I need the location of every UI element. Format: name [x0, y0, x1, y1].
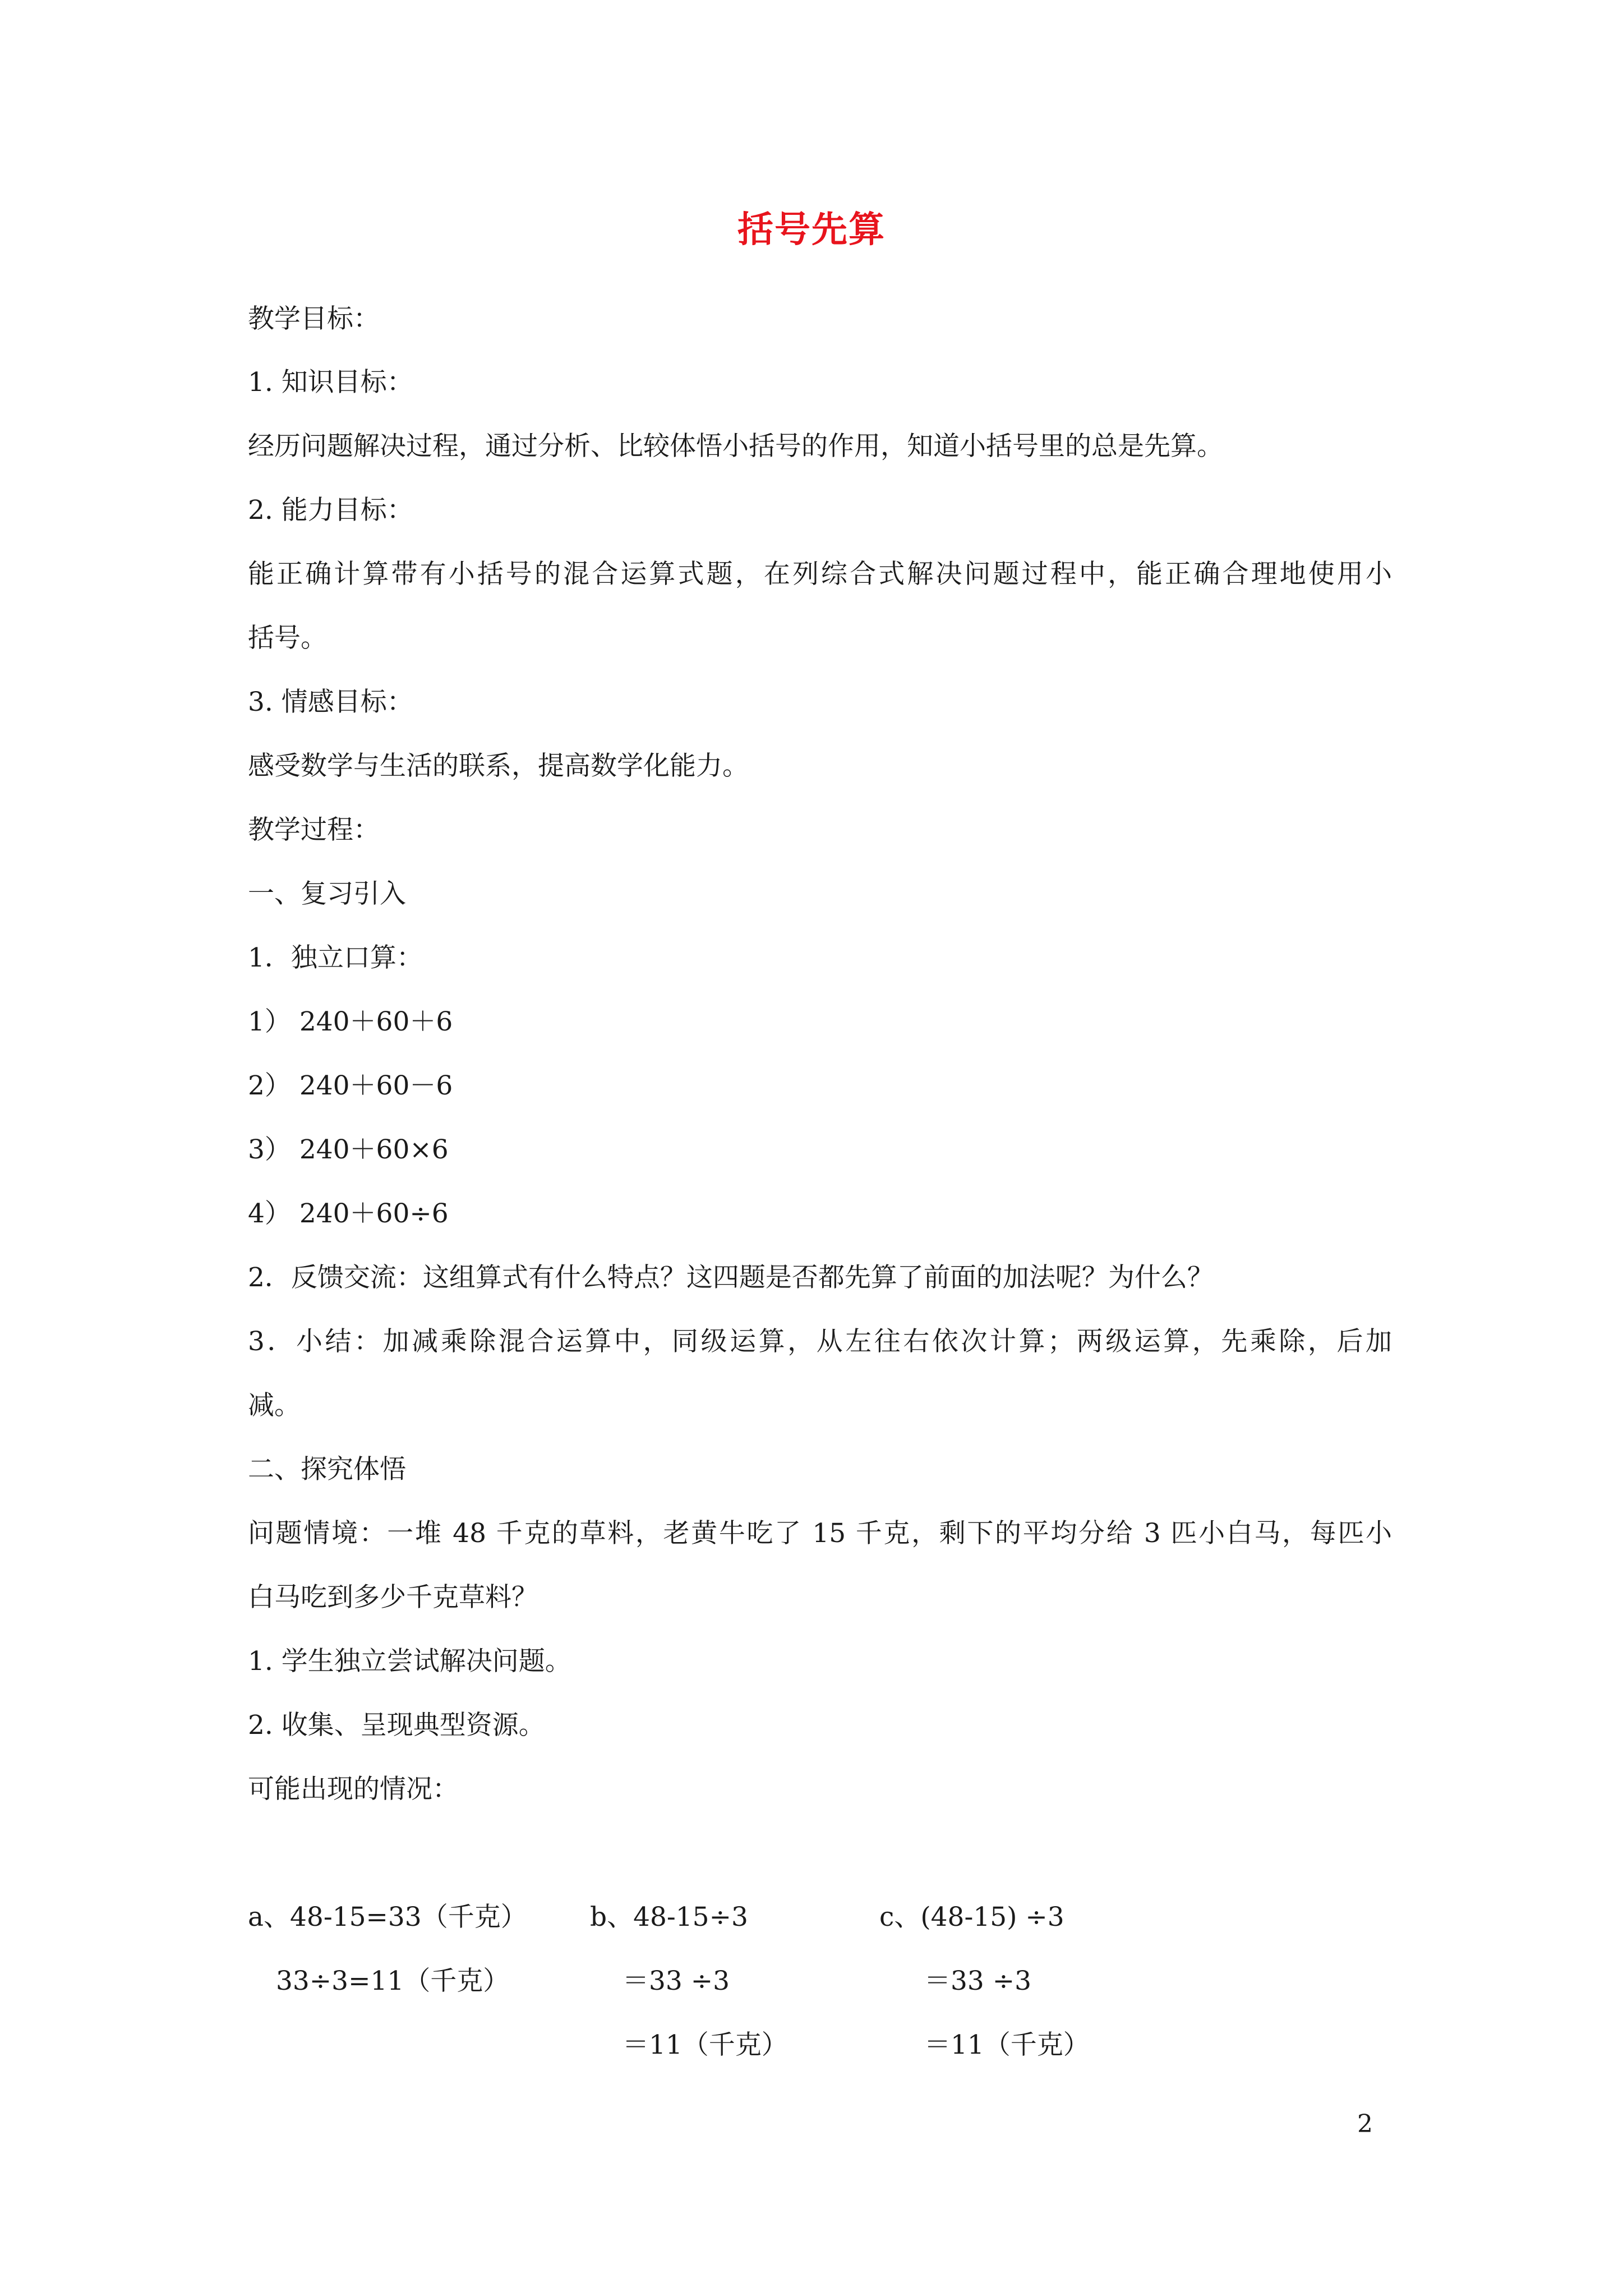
section2-heading: 二、探究体悟	[248, 1454, 406, 1485]
step2-text: 2. 收集、呈现典型资源。	[248, 1710, 545, 1741]
oral-heading: 1．独立口算：	[248, 942, 423, 973]
solution-c-line3: ＝11（千克）	[924, 2030, 1090, 2060]
oral-item-2: 2） 240＋60－6	[248, 1070, 453, 1101]
page-number: 2	[1357, 2110, 1373, 2138]
solution-b-line2: ＝33 ÷3	[623, 1966, 730, 1996]
step1-text: 1. 学生独立尝试解决问题。	[248, 1646, 571, 1677]
goal3-text: 感受数学与生活的联系，提高数学化能力。	[248, 751, 749, 781]
oral-item-4: 4） 240＋60÷6	[248, 1198, 449, 1229]
problem-line1: 问题情境：一堆 48 千克的草料，老黄牛吃了 15 千克，剩下的平均分给 3 匹小白马，每匹小	[248, 1518, 1392, 1549]
goal2-text-line2: 括号。	[248, 623, 327, 654]
goal1-text: 经历问题解决过程，通过分析、比较体悟小括号的作用，知道小括号里的总是先算。	[248, 431, 1223, 462]
solution-c-line1: c、(48-15) ÷3	[879, 1902, 1064, 1932]
solution-b-line1: b、48-15÷3	[590, 1902, 748, 1932]
goal2-heading: 2. 能力目标：	[248, 495, 413, 526]
possible-heading: 可能出现的情况：	[248, 1774, 459, 1805]
oral-item-1: 1） 240＋60＋6	[248, 1006, 453, 1037]
section1-heading: 一、复习引入	[248, 878, 406, 909]
solution-b-line3: ＝11（千克）	[623, 2030, 788, 2060]
oral-item-3: 3） 240＋60×6	[248, 1134, 449, 1165]
summary-line1: 3．小结：加减乘除混合运算中，同级运算，从左往右依次计算；两级运算，先乘除，后加	[248, 1326, 1392, 1357]
goal2-text-line1: 能正确计算带有小括号的混合运算式题，在列综合式解决问题过程中，能正确合理地使用小	[248, 559, 1392, 590]
solution-a-line2: 33÷3=11（千克）	[276, 1966, 510, 1996]
page-title: 括号先算	[737, 209, 886, 251]
summary-line2: 减。	[248, 1390, 301, 1421]
solution-c-line2: ＝33 ÷3	[924, 1966, 1032, 1996]
process-heading: 教学过程：	[248, 815, 380, 845]
teaching-goals-heading: 教学目标：	[248, 303, 380, 334]
feedback-text: 2．反馈交流：这组算式有什么特点？这四题是否都先算了前面的加法呢？为什么？	[248, 1262, 1214, 1293]
goal3-heading: 3. 情感目标：	[248, 687, 413, 717]
solution-a-line1: a、48-15=33（千克）	[248, 1902, 527, 1932]
goal1-heading: 1. 知识目标：	[248, 367, 413, 398]
problem-line2: 白马吃到多少千克草料？	[248, 1582, 538, 1613]
